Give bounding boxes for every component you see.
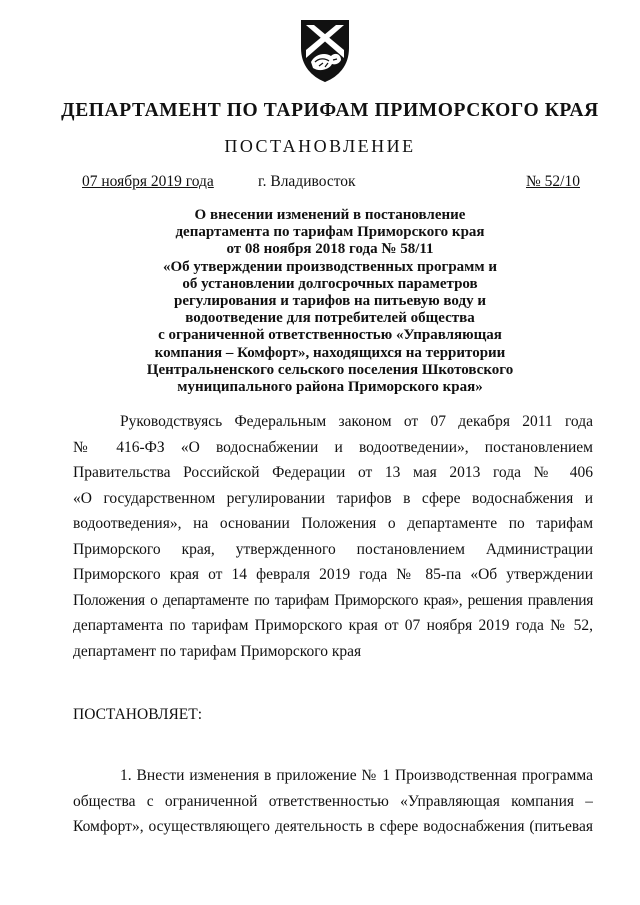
paragraph-line: общества с ограниченной ответственностью «Управляющая компания –	[73, 792, 593, 810]
paragraph-line: департамент по тарифам Приморского края	[73, 642, 362, 660]
document-type: ПОСТАНОВЛЕНИЕ	[224, 136, 416, 156]
title-line: «Об утверждении производственных программ и	[163, 258, 497, 275]
paragraph-line: Положения о департаменте по тарифам Приморского края», решения правления	[73, 591, 593, 609]
title-line: от 08 ноября 2018 года № 58/11	[226, 241, 434, 258]
title-line: муниципального района Приморского края»	[177, 379, 483, 396]
document-date: 07 ноября 2019 года	[82, 173, 214, 190]
title-line: регулирования и тарифов на питьевую воду и	[174, 293, 486, 310]
paragraph-line: Комфорт», осуществляющего деятельность в сфере водоснабжения (питьевая	[73, 818, 593, 835]
preamble-paragraph	[73, 409, 593, 664]
paragraph-line: водоотведения», на основании Положения о департаменте по тарифам	[73, 515, 593, 532]
paragraph-line: Правительства Российской Федерации от 13 мая 2013 года № 406	[73, 464, 593, 481]
title-line: об установлении долгосрочных параметров	[182, 275, 478, 292]
title-line: департамента по тарифам Приморского края	[175, 224, 485, 241]
paragraph-line: Приморского края от 14 февраля 2019 года № 85-па «Об утверждении	[73, 566, 593, 583]
resolve-heading: ПОСТАНОВЛЯЕТ:	[73, 706, 203, 723]
title-line: компания – Комфорт», находящихся на территории	[154, 344, 506, 361]
document-title	[100, 207, 560, 396]
document-city: г. Владивосток	[258, 173, 356, 190]
title-line: Центральненского сельского поселения Шкотовского	[146, 361, 514, 378]
document-number: № 52/10	[526, 173, 580, 190]
coat-of-arms-icon	[297, 18, 353, 84]
paragraph-line: департамента по тарифам Приморского края от 07 ноября 2019 года № 52,	[73, 617, 593, 634]
item-1-paragraph	[73, 763, 593, 840]
paragraph-line: «О государственном регулировании тарифов в сфере водоснабжения и	[73, 489, 593, 507]
paragraph-line: Руководствуясь Федеральным законом от 07 декабря 2011 года	[120, 413, 593, 430]
title-line: О внесении изменений в постановление	[194, 207, 466, 223]
department-heading: ДЕПАРТАМЕНТ ПО ТАРИФАМ ПРИМОРСКОГО КРАЯ	[61, 100, 599, 121]
title-line: с ограниченной ответственностью «Управляющая	[158, 327, 502, 344]
paragraph-line: № 416-ФЗ «О водоснабжении и водоотведении», постановлением	[73, 438, 593, 456]
title-line: водоотведение для потребителей общества	[185, 310, 475, 327]
paragraph-line: Приморского края, утвержденного постановлением Администрации	[73, 540, 593, 558]
paragraph-line: 1. Внести изменения в приложение № 1 Производственная программа	[120, 767, 593, 784]
